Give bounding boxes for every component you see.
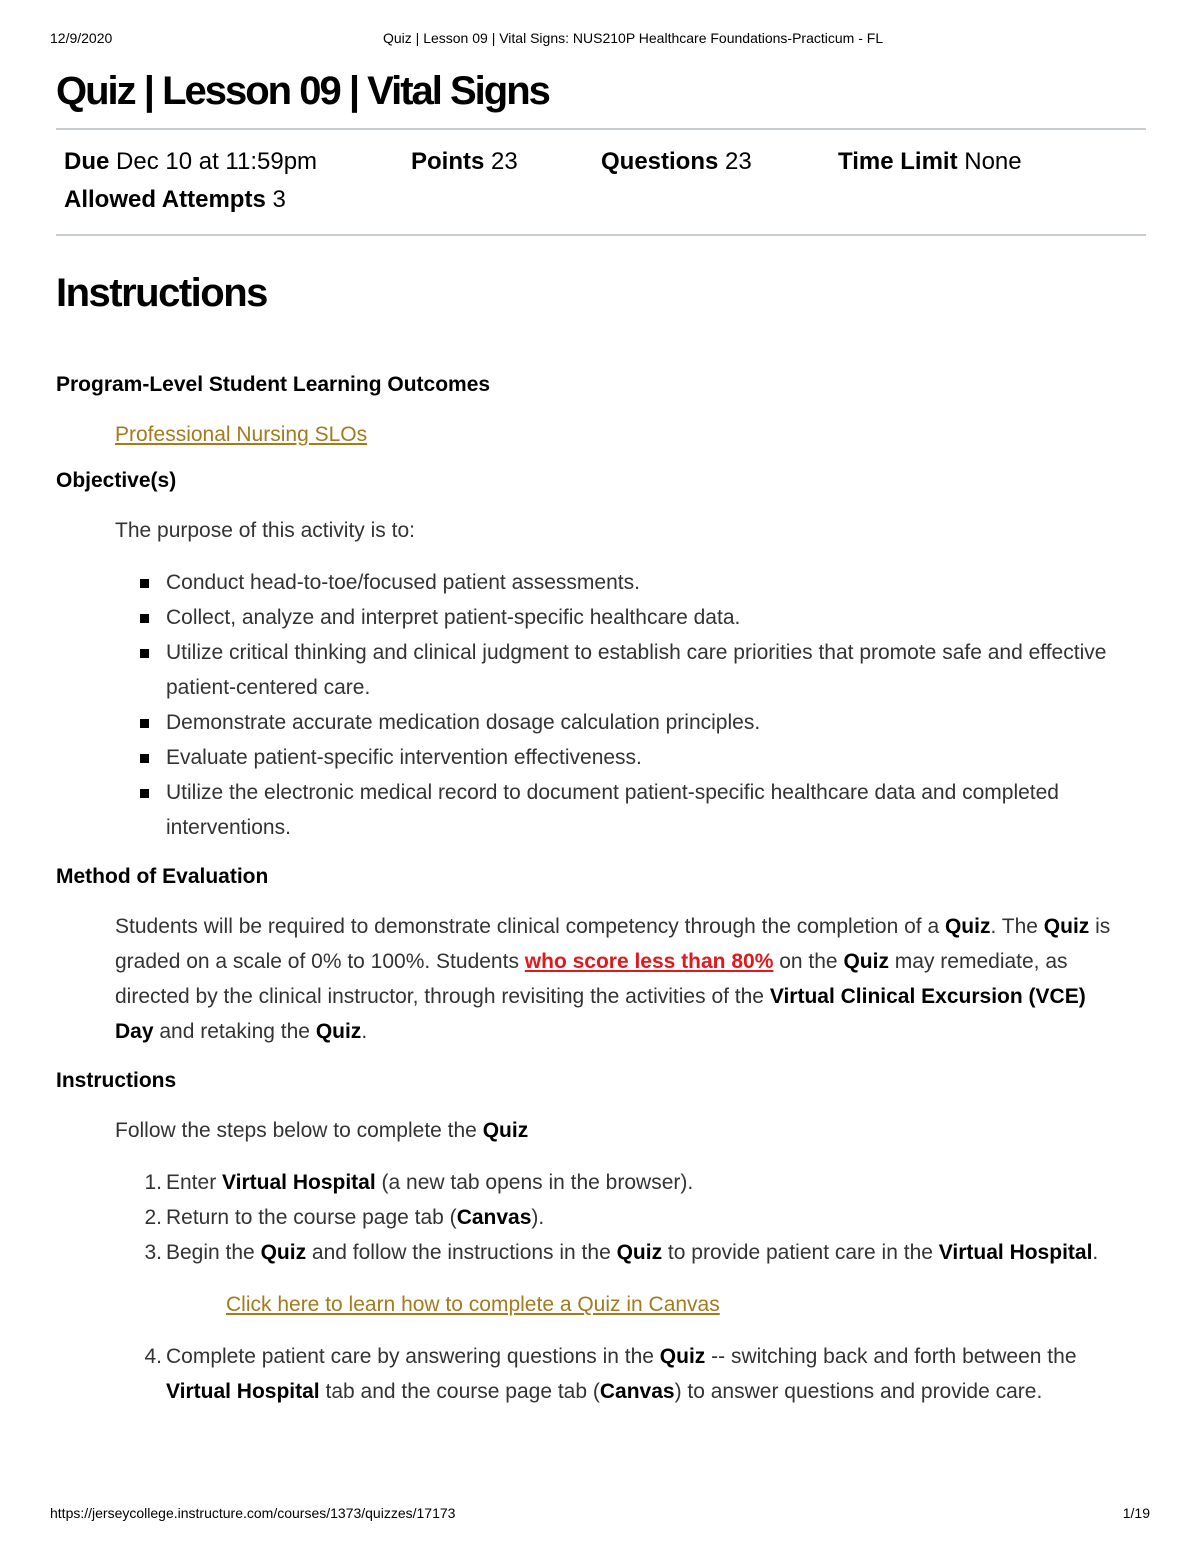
quiz-title: Quiz | Lesson 09 | Vital Signs: [56, 69, 549, 113]
list-item: Demonstrate accurate medication dosage calculation principles.: [140, 705, 1146, 740]
list-item: 1. Enter Virtual Hospital (a new tab opens in the browser).: [144, 1171, 694, 1194]
steps-list-continued: [56, 1339, 1146, 1409]
questions-value: 23: [725, 148, 752, 175]
print-url: https://jerseycollege.instructure.com/courses/1373/quizzes/17173: [50, 1505, 456, 1521]
bullet-icon: [140, 754, 149, 763]
questions-label: Questions: [601, 148, 719, 175]
list-item: 4. Complete patient care by answering questions in the Quiz -- switching back and forth between the Virtual Hospital tab and the course page tab (Canvas) to answer questions and provide care.: [144, 1345, 1077, 1403]
canvas-help-row: [56, 1287, 1146, 1322]
instructions-heading: Instructions: [56, 271, 267, 315]
bullet-icon: [140, 719, 149, 728]
steps-heading: Instructions: [56, 1069, 177, 1092]
objectives-intro: The purpose of this activity is to:: [115, 519, 415, 542]
due-label: Due: [64, 148, 110, 175]
print-page-number: 1/19: [1122, 1505, 1150, 1521]
evaluation-heading: Method of Evaluation: [56, 865, 269, 888]
time-limit-detail: [838, 148, 1022, 176]
attempts-detail: [64, 186, 286, 214]
bullet-icon: [140, 649, 149, 658]
slo-heading: Program-Level Student Learning Outcomes: [56, 373, 491, 396]
slo-link-row: [56, 417, 1146, 452]
list-item: Conduct head-to-toe/focused patient assessments.: [140, 565, 1146, 600]
points-label: Points: [411, 148, 485, 175]
due-value: Dec 10 at 11:59pm: [116, 148, 318, 175]
bullet-icon: [140, 789, 149, 798]
list-item: Utilize critical thinking and clinical judgment to establish care priorities that promote safe and effective patient-centered care.: [140, 635, 1146, 705]
time-limit-label: Time Limit: [838, 148, 958, 175]
quiz-content: [56, 64, 1146, 1409]
list-item: 3. Begin the Quiz and follow the instructions in the Quiz to provide patient care in the Virtual Hospital.: [144, 1241, 1099, 1264]
list-item: Utilize the electronic medical record to document patient-specific healthcare data and completed interventions.: [140, 775, 1146, 845]
due-detail: [64, 148, 317, 176]
objectives-list: [56, 565, 1146, 845]
quiz-details: [56, 130, 1146, 234]
print-date: 12/9/2020: [50, 30, 113, 46]
bullet-icon: [140, 579, 149, 588]
objectives-heading: Objective(s): [56, 469, 177, 492]
professional-nursing-slos-link[interactable]: Professional Nursing SLOs: [115, 423, 368, 446]
canvas-quiz-help-link[interactable]: Click here to learn how to complete a Quiz in Canvas: [226, 1293, 720, 1316]
list-item: Collect, analyze and interpret patient-specific healthcare data.: [140, 600, 1146, 635]
print-footer: [50, 1505, 1150, 1525]
steps-intro: Follow the steps below to complete the Quiz: [115, 1119, 529, 1142]
list-item: 2. Return to the course page tab (Canvas).: [144, 1206, 545, 1229]
print-header: [50, 30, 1150, 50]
print-page-title: Quiz | Lesson 09 | Vital Signs: NUS210P Healthcare Foundations-Practicum - FL: [383, 30, 884, 46]
points-detail: [411, 148, 518, 176]
points-value: 23: [491, 148, 518, 175]
attempts-value: 3: [272, 186, 286, 213]
time-limit-value: None: [964, 148, 1022, 175]
steps-list: [56, 1165, 1146, 1270]
attempts-label: Allowed Attempts: [64, 186, 266, 213]
questions-detail: [601, 148, 752, 176]
evaluation-paragraph: Students will be required to demonstrate clinical competency through the completion of a Quiz. The Quiz is graded on a scale of 0% to 100%. Students who score less than 80% on the Quiz may remediate, as directed by the clinical instructor, through revisiting the activities of the Virtual Clinical Excursion (VCE) Day and retaking the Quiz.: [115, 915, 1111, 1043]
score-threshold-link[interactable]: who score less than 80%: [524, 950, 774, 973]
list-item: Evaluate patient-specific intervention effectiveness.: [140, 740, 1146, 775]
bullet-icon: [140, 614, 149, 623]
